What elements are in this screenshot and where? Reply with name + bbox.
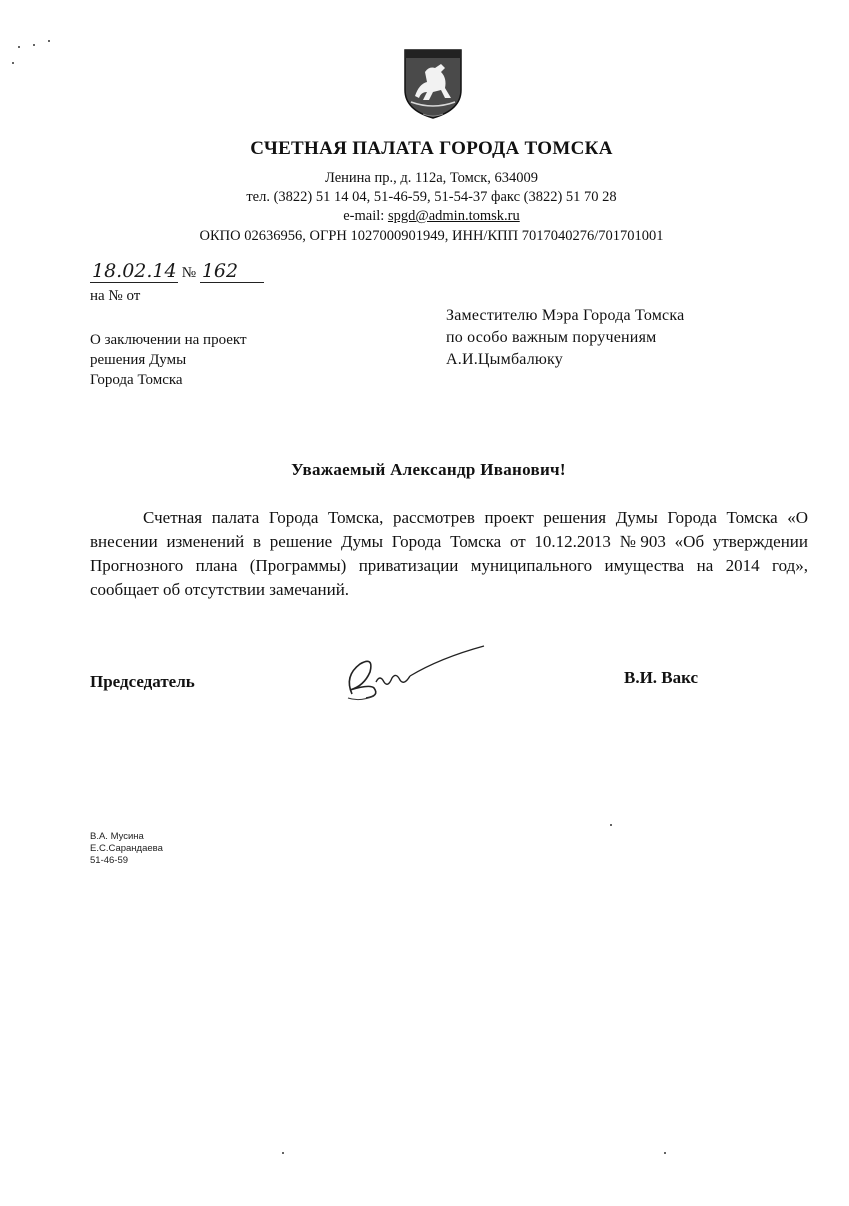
city-coat-of-arms-icon xyxy=(401,44,465,120)
scan-speck xyxy=(18,46,20,48)
subject-line: Города Томска xyxy=(90,372,183,388)
salutation: Уважаемый Александр Иванович! xyxy=(291,460,566,479)
executors-block xyxy=(90,831,163,867)
signatory-name: В.И. Вакс xyxy=(624,668,699,687)
executor-line: В.А. Мусина xyxy=(90,831,144,842)
outgoing-date: 18.02.14 xyxy=(92,260,177,282)
scan-speck xyxy=(610,824,612,826)
executor-line: 51-46-59 xyxy=(90,855,129,866)
outgoing-number: 162 xyxy=(200,260,264,283)
scan-speck xyxy=(664,1152,666,1154)
addressee-line: А.И.Цымбалюку xyxy=(446,351,564,368)
number-sign: № xyxy=(181,265,197,281)
executor-line: Е.С.Сарандаева xyxy=(90,843,163,854)
email-link[interactable]: spgd@admin.tomsk.ru xyxy=(387,208,520,224)
email-label: e-mail: xyxy=(343,208,388,224)
organization-title: СЧЕТНАЯ ПАЛАТА ГОРОДА ТОМСКА xyxy=(250,138,613,159)
subject-line: О заключении на проект xyxy=(90,332,247,348)
address-line: Ленина пр., д. 112а, Томск, 634009 xyxy=(324,170,539,186)
addressee-line: Заместителю Мэра Города Томска xyxy=(446,307,685,324)
addressee-block xyxy=(446,305,806,371)
letter-subject xyxy=(90,330,350,390)
email-line xyxy=(0,208,849,225)
registration-line xyxy=(90,260,264,283)
registry-line: ОКПО 02636956, ОГРН 1027000901949, ИНН/КПП 7017040276/701701001 xyxy=(199,228,664,244)
signatory-title: Председатель xyxy=(90,672,195,691)
addressee-line: по особо важным поручениям xyxy=(446,329,657,346)
scan-speck xyxy=(48,40,50,42)
scan-speck xyxy=(33,44,35,46)
phone-line: тел. (3822) 51 14 04, 51-46-59, 51-54-37 факс (3822) 51 70 28 xyxy=(246,189,617,205)
scan-speck xyxy=(12,62,14,64)
subject-line: решения Думы xyxy=(90,352,187,368)
scan-speck xyxy=(282,1152,284,1154)
reference-line: на № от xyxy=(90,288,141,304)
handwritten-signature xyxy=(330,636,490,706)
letter-body: Счетная палата Города Томска, рассмотрев проект решения Думы Города Томска «О внесении изменений в решение Думы Города Томска от 10.12.2013 №903 «Об утверждении Прогнозного плана (Программы) приватизации муниципального имущества на 2014 год», сообщает об отсутствии замечаний. xyxy=(90,508,808,599)
